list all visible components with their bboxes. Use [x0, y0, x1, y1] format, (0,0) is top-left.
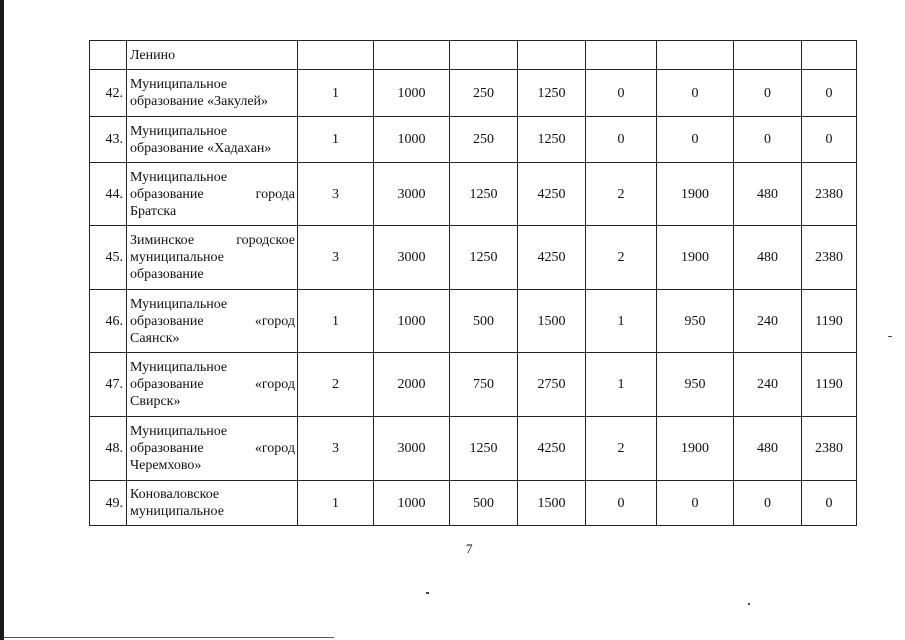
municipality-name — [127, 290, 298, 353]
value-cell — [586, 41, 657, 70]
value-cell: 1500 — [518, 290, 586, 353]
value-cell: 1 — [298, 290, 374, 353]
name-line: муниципальное — [130, 250, 224, 265]
name-line: образование — [130, 267, 204, 282]
name-line: образование «Хадахан» — [130, 140, 272, 156]
table-row — [90, 226, 857, 290]
value-cell: 1000 — [374, 70, 450, 117]
value-cell: 1900 — [657, 226, 734, 290]
value-cell: 1250 — [518, 117, 586, 163]
value-cell: 950 — [657, 290, 734, 353]
scan-speck — [748, 603, 750, 605]
data-table — [89, 40, 857, 526]
table-row — [90, 163, 857, 226]
name-line: муниципальное — [130, 504, 224, 519]
value-cell: 0 — [734, 117, 802, 163]
value-cell: 1250 — [450, 226, 518, 290]
scan-left-edge — [0, 0, 4, 640]
value-cell: 0 — [734, 481, 802, 526]
name-line: Коноваловское — [130, 487, 220, 502]
value-cell: 1 — [298, 117, 374, 163]
name-line: образование города — [130, 186, 295, 202]
value-cell: 1000 — [374, 481, 450, 526]
value-cell: 750 — [450, 353, 518, 417]
name-line: Муниципальное — [130, 424, 228, 439]
value-cell: 480 — [734, 163, 802, 226]
name-line: образование «Закулей» — [130, 94, 269, 109]
value-cell: 3 — [298, 417, 374, 481]
value-cell: 500 — [450, 481, 518, 526]
name-line: образование «город — [130, 313, 295, 329]
municipality-name — [127, 41, 298, 70]
table-row — [90, 417, 857, 481]
name-line: Муниципальное — [130, 360, 228, 375]
name-line: Ленино — [130, 47, 176, 63]
value-cell: 0 — [586, 117, 657, 163]
name-line: Черемхово» — [130, 458, 202, 473]
value-cell: 0 — [586, 481, 657, 526]
row-number: 48. — [90, 417, 127, 481]
value-cell — [657, 41, 734, 70]
value-cell: 3000 — [374, 163, 450, 226]
municipality-name — [127, 481, 298, 526]
name-line: Муниципальное — [130, 296, 228, 312]
value-cell: 250 — [450, 117, 518, 163]
value-cell: 0 — [657, 70, 734, 117]
value-cell: 4250 — [518, 226, 586, 290]
scan-bottom-line — [4, 637, 334, 638]
name-line: Зиминское городское — [130, 233, 295, 248]
value-cell: 1900 — [657, 163, 734, 226]
table-row — [90, 41, 857, 70]
value-cell: 2000 — [374, 353, 450, 417]
value-cell: 3000 — [374, 417, 450, 481]
value-cell: 1 — [298, 481, 374, 526]
table-row — [90, 481, 857, 526]
value-cell: 0 — [657, 117, 734, 163]
row-number: 44. — [90, 163, 127, 226]
value-cell: 0 — [802, 481, 857, 526]
scan-speck — [426, 592, 429, 594]
value-cell: 240 — [734, 353, 802, 417]
row-number — [90, 41, 127, 70]
table-row — [90, 70, 857, 117]
value-cell: 2 — [586, 163, 657, 226]
name-line: Муниципальное — [130, 169, 228, 185]
value-cell: 3000 — [374, 226, 450, 290]
row-number: 42. — [90, 70, 127, 117]
value-cell: 3 — [298, 163, 374, 226]
row-number: 43. — [90, 117, 127, 163]
value-cell: 1000 — [374, 290, 450, 353]
name-line: Муниципальное — [130, 123, 228, 139]
value-cell: 0 — [802, 117, 857, 163]
value-cell — [734, 41, 802, 70]
value-cell — [450, 41, 518, 70]
value-cell: 950 — [657, 353, 734, 417]
value-cell: 2 — [586, 226, 657, 290]
value-cell — [802, 41, 857, 70]
value-cell: 3 — [298, 226, 374, 290]
value-cell: 2380 — [802, 417, 857, 481]
scan-speck — [888, 336, 892, 337]
row-number: 46. — [90, 290, 127, 353]
value-cell: 480 — [734, 417, 802, 481]
municipality-name — [127, 353, 298, 417]
value-cell: 2 — [298, 353, 374, 417]
municipality-name — [127, 70, 298, 117]
value-cell: 1190 — [802, 290, 857, 353]
municipality-name — [127, 226, 298, 290]
value-cell: 4250 — [518, 163, 586, 226]
value-cell: 0 — [802, 70, 857, 117]
value-cell: 1250 — [450, 417, 518, 481]
municipality-name — [127, 417, 298, 481]
value-cell: 1 — [586, 353, 657, 417]
municipality-name — [127, 117, 298, 163]
municipality-name — [127, 163, 298, 226]
value-cell: 500 — [450, 290, 518, 353]
value-cell: 2380 — [802, 226, 857, 290]
name-line: Свирск» — [130, 394, 181, 409]
value-cell: 1900 — [657, 417, 734, 481]
page-number: 7 — [466, 541, 473, 556]
value-cell: 240 — [734, 290, 802, 353]
value-cell: 1250 — [450, 163, 518, 226]
table-row — [90, 353, 857, 417]
row-number: 45. — [90, 226, 127, 290]
value-cell: 2 — [586, 417, 657, 481]
value-cell: 1 — [586, 290, 657, 353]
value-cell: 1190 — [802, 353, 857, 417]
table-row — [90, 290, 857, 353]
row-number: 47. — [90, 353, 127, 417]
name-line: образование «город — [130, 377, 295, 392]
value-cell: 1250 — [518, 70, 586, 117]
value-cell — [518, 41, 586, 70]
value-cell: 0 — [586, 70, 657, 117]
value-cell — [374, 41, 450, 70]
value-cell: 4250 — [518, 417, 586, 481]
value-cell: 480 — [734, 226, 802, 290]
name-line: Братска — [130, 203, 177, 219]
value-cell: 0 — [734, 70, 802, 117]
value-cell: 1500 — [518, 481, 586, 526]
table-body — [90, 41, 857, 526]
name-line: образование «город — [130, 441, 295, 456]
value-cell: 1 — [298, 70, 374, 117]
value-cell: 2750 — [518, 353, 586, 417]
name-line: Муниципальное — [130, 77, 228, 92]
value-cell: 1000 — [374, 117, 450, 163]
value-cell: 250 — [450, 70, 518, 117]
value-cell: 2380 — [802, 163, 857, 226]
name-line: Саянск» — [130, 330, 180, 346]
table-row — [90, 117, 857, 163]
row-number: 49. — [90, 481, 127, 526]
value-cell — [298, 41, 374, 70]
value-cell: 0 — [657, 481, 734, 526]
